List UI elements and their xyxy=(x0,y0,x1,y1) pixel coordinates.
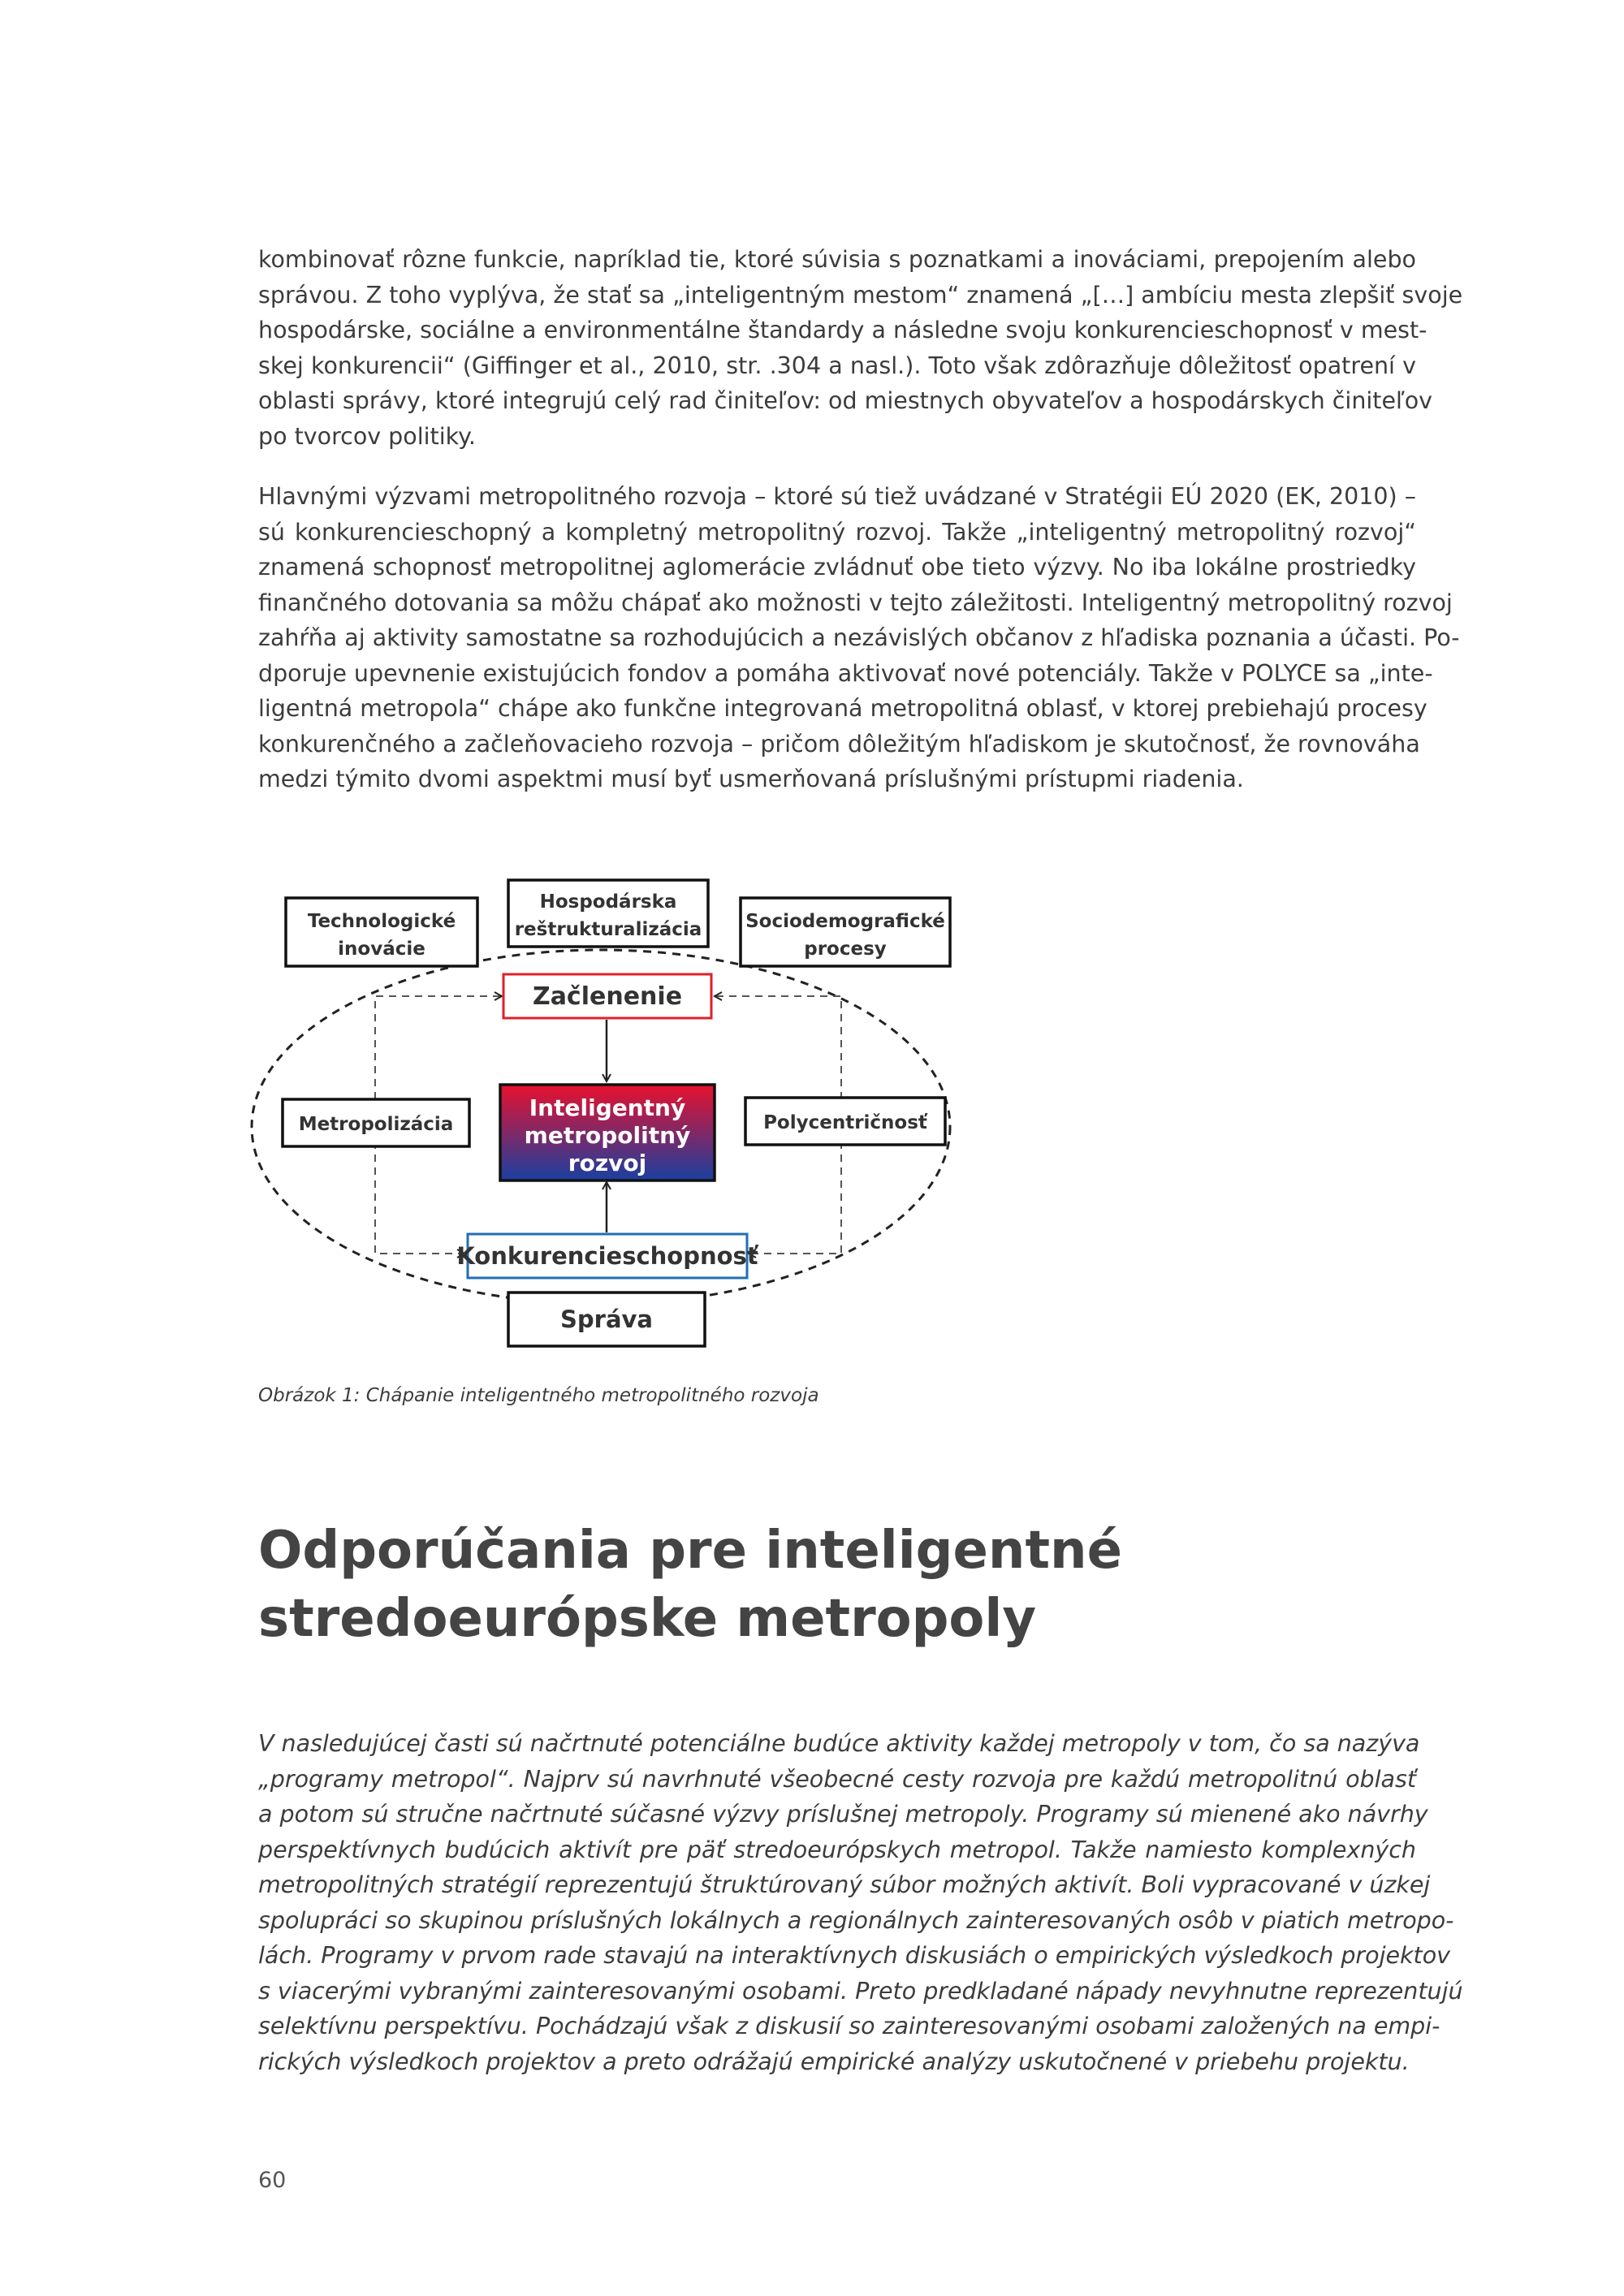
svg-text:Polycentričnosť: Polycentričnosť xyxy=(763,1112,927,1133)
text-line: konkurenčného a začleňovacieho rozvoja – pričom dôležitým hľadiskom je skutočnosť, že rovnováha xyxy=(258,730,1420,757)
dashed-connector-left xyxy=(375,996,502,1112)
text-line: spolupráci so skupinou príslušných lokálnych a regionálnych zainteresovaných osôb v piatich metropo- xyxy=(258,1906,1454,1934)
text-line: dporuje upevnenie existujúcich fondov a pomáha aktivovať nové potenciály. Takže v POLYCE sa „inte- xyxy=(258,659,1433,687)
text-line: zahŕňa aj aktivity samostatne sa rozhodujúcich a nezávislých občanov z hľadiska poznania a účasti. Po- xyxy=(258,624,1460,651)
page-number: 60 xyxy=(258,2168,287,2193)
svg-text:reštrukturalizácia: reštrukturalizácia xyxy=(514,919,702,940)
smart-metropolitan-development-diagram xyxy=(244,869,974,1356)
text-line: po tvorcov politiky. xyxy=(258,422,476,450)
text-line: ligentná metropola“ chápe ako funkčne integrovaná metropolitná oblasť, v ktorej prebiehajú procesy xyxy=(258,695,1427,722)
box-sociodemograficke-procesy xyxy=(741,898,950,966)
dashed-connector-right xyxy=(715,996,841,1112)
text-line: Hlavnými výzvami metropolitného rozvoja – ktoré sú tiež uvádzané v Stratégii EÚ 2020 (EK, 2010) – xyxy=(258,483,1416,510)
text-line: s viacerými vybranými zainteresovanými osobami. Preto predkladané nápady nevyhnutne reprezentujú xyxy=(258,1977,1463,2005)
svg-text:Správa: Správa xyxy=(560,1306,653,1333)
section-heading xyxy=(258,1517,1122,1653)
text-line: „programy metropol“. Najprv sú navrhnuté všeobecné cesty rozvoja pre každú metropolitnú oblasť xyxy=(258,1765,1416,1793)
body-paragraph-1 xyxy=(258,242,1463,454)
box-technologicke-inovacie xyxy=(286,898,477,966)
svg-text:Začlenenie: Začlenenie xyxy=(532,982,683,1011)
svg-text:Hospodárska: Hospodárska xyxy=(539,891,677,913)
text-line: lách. Programy v prvom rade stavajú na interaktívnych diskusiách o empirických výsledkoch projektov xyxy=(258,1942,1451,1969)
svg-text:Konkurencieschopnosť: Konkurencieschopnosť xyxy=(456,1242,758,1270)
svg-text:metropolitný: metropolitný xyxy=(524,1122,691,1149)
text-line: kombinovať rôzne funkcie, napríklad tie, ktoré súvisia s poznatkami a inováciami, prepojením alebo xyxy=(258,246,1416,273)
text-line: V nasledujúcej časti sú načrtnuté potenciálne budúce aktivity každej metropoly v tom, čo sa nazýva xyxy=(258,1730,1420,1757)
box-inteligentny-metropolitny-rozvoj xyxy=(500,1085,715,1180)
text-line: a potom sú stručne načrtnuté súčasné výzvy príslušnej metropoly. Programy sú mienené ako návrhy xyxy=(258,1801,1428,1828)
box-metropolizacia xyxy=(283,1099,469,1146)
figure-caption: Obrázok 1: Chápanie inteligentného metropolitného rozvoja xyxy=(258,1385,819,1406)
text-line: medzi týmito dvomi aspektmi musí byť usmerňovaná príslušnými prístupmi riadenia. xyxy=(258,766,1244,792)
svg-text:Technologické: Technologické xyxy=(307,911,456,932)
text-line: hospodárske, sociálne a environmentálne štandardy a následne svoju konkurencieschopnosť v mest- xyxy=(258,317,1427,343)
text-line: znamená schopnosť metropolitnej aglomerácie zvládnuť obe tieto výzvy. No iba lokálne prostriedky xyxy=(258,554,1416,580)
body-paragraph-2 xyxy=(258,479,1460,797)
text-line: metropolitných stratégií reprezentujú štruktúrovaný súbor možných aktivít. Boli vypracované v úzkej xyxy=(258,1871,1431,1898)
svg-text:Inteligentný: Inteligentný xyxy=(529,1094,686,1121)
text-line: správou. Z toho vyplýva, že stať sa „inteligentným mestom“ znamená „[…] ambíciu mesta zlepšiť svoje xyxy=(258,281,1463,309)
text-line: perspektívnych budúcich aktivít pre päť stredoeurópskych metropol. Takže namiesto komplexných xyxy=(258,1836,1416,1863)
text-line: selektívnu perspektívu. Pochádzajú však z diskusií so zainteresovanými osobami založených na empi- xyxy=(258,2013,1440,2039)
dashed-connector-right-bottom xyxy=(749,1129,841,1254)
svg-text:Metropolizácia: Metropolizácia xyxy=(298,1114,454,1135)
text-line: sú konkurencieschopný a kompletný metropolitný rozvoj. Takže „inteligentný metropolitný rozvoj“ xyxy=(258,518,1416,546)
box-konkurencieschopnost xyxy=(456,1234,758,1278)
text-line: oblasti správy, ktoré integrujú celý rad činiteľov: od miestnych obyvateľov a hospodárskych činiteľov xyxy=(258,387,1432,414)
box-zaclenenie xyxy=(503,974,711,1018)
heading-line-1: Odporúčania pre inteligentné xyxy=(258,1521,1122,1581)
svg-text:procesy: procesy xyxy=(804,939,887,960)
svg-text:rozvoj: rozvoj xyxy=(568,1150,647,1176)
heading-line-2: stredoeurópske metropoly xyxy=(258,1589,1037,1649)
text-line: finančného dotovania sa môžu chápať ako možnosti v tejto záležitosti. Inteligentný metropolitný rozvoj xyxy=(258,589,1453,616)
svg-text:Sociodemografické: Sociodemografické xyxy=(745,911,945,932)
text-line: skej konkurencii“ (Giffinger et al., 2010, str. .304 a nasl.). Toto však zdôrazňuje dôležitosť opatrení v xyxy=(258,352,1416,379)
box-hospodarska-restrukturalizacia xyxy=(508,880,708,947)
svg-text:inovácie: inovácie xyxy=(338,939,425,960)
box-sprava xyxy=(508,1293,705,1346)
box-polycentricnost xyxy=(745,1098,945,1145)
text-line: rických výsledkoch projektov a preto odrážajú empirické analýzy uskutočnené v priebehu projektu. xyxy=(258,2048,1410,2075)
intro-paragraph xyxy=(258,1726,1463,2079)
